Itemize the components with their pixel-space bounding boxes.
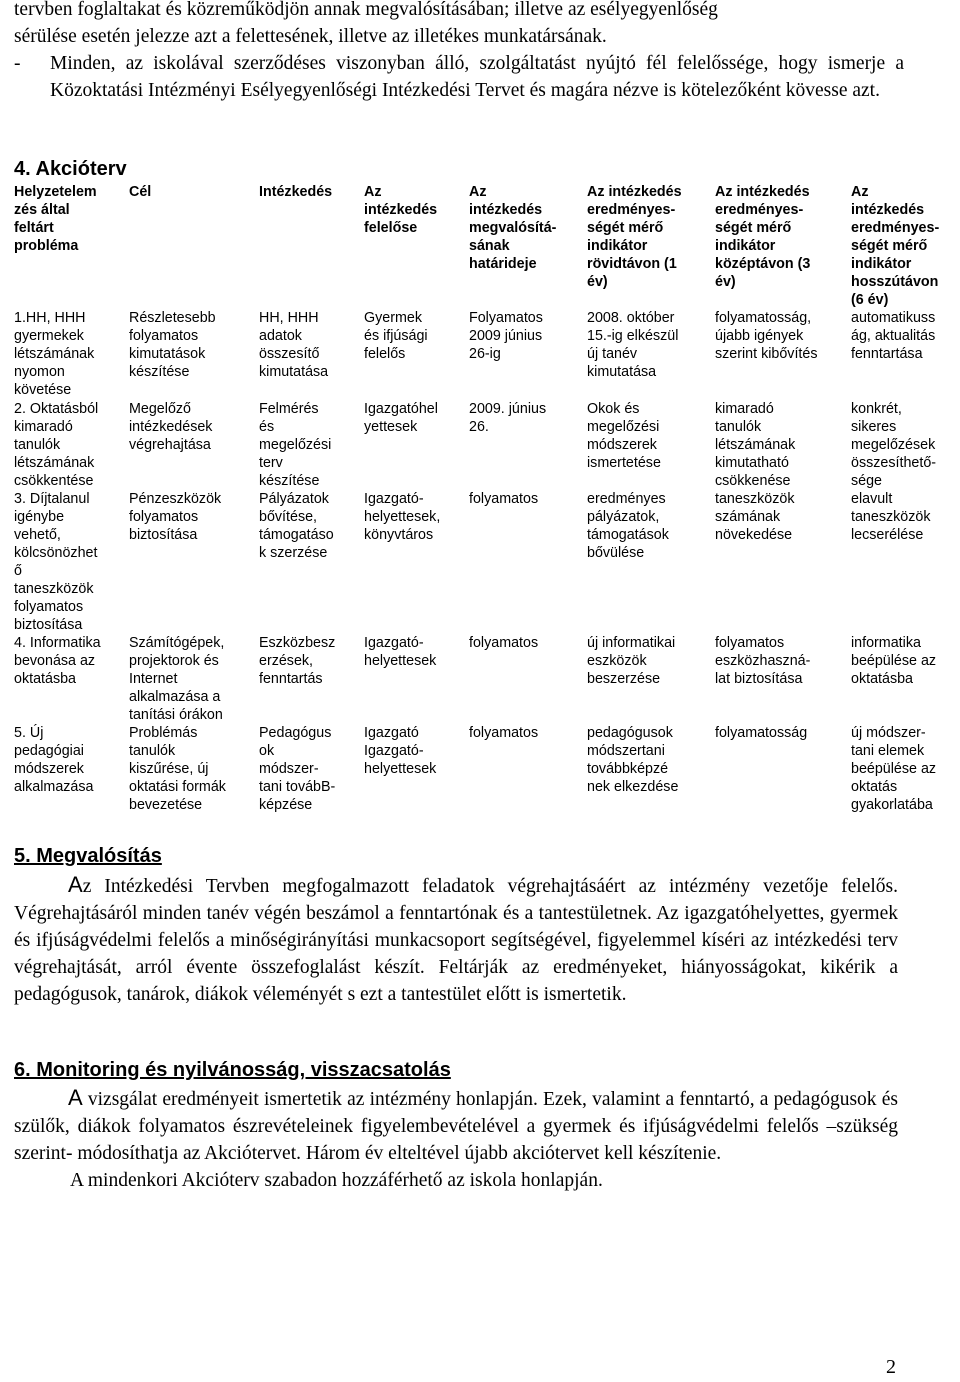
header-problem: Helyzetelem zés által feltárt probléma: [14, 184, 97, 254]
table-cell: informatika beépülése az oktatásba: [851, 635, 937, 687]
section-5-text: [14, 871, 898, 1008]
bullet-dash: -: [14, 53, 21, 74]
table-row: [10, 634, 955, 724]
section-6-paragraph: [14, 1084, 898, 1167]
table-cell: folyamatos: [469, 491, 539, 507]
table-cell: 5. Új pedagógiai módszerek alkalmazása: [14, 725, 94, 795]
table-cell: elavult taneszközök lecserélése: [851, 491, 931, 543]
intro-bullet: [14, 50, 904, 104]
table-cell: Megelőző intézkedések végrehajtása: [129, 401, 213, 453]
header-measure: Intézkedés: [259, 184, 333, 200]
table-cell: folyamatos eszközhaszná- lat biztosítása: [715, 635, 811, 687]
header-goal: Cél: [129, 184, 152, 200]
table-row: [10, 724, 955, 814]
table-cell: Gyermek és ifjúsági felelős: [364, 310, 428, 362]
table-cell: Okok és megelőzési módszerek ismertetése: [587, 401, 661, 471]
intro-line-2: sérülése esetén jelezze azt a felettesének, illetve az illetékes munkatársának.: [14, 26, 607, 47]
table-cell: eredményes pályázatok, támogatások bővülése: [587, 491, 669, 561]
table-cell: folyamatosság, újabb igények szerint kibővítés: [715, 310, 818, 362]
table-cell: folyamatos: [469, 725, 539, 741]
section-6-first-letter: A: [68, 1085, 83, 1110]
table-cell: Problémás tanulók kiszűrése, új oktatási formák bevezetése: [129, 725, 226, 813]
table-cell: automatikuss ág, aktualitás fenntartása: [851, 310, 936, 362]
action-plan-table: [10, 183, 955, 814]
section-6-last-line: A mindenkori Akcióterv szabadon hozzáférhető az iskola honlapján.: [70, 1170, 603, 1191]
table-row: [10, 309, 955, 400]
table-cell: Folyamatos 2009 június 26-ig: [469, 310, 543, 362]
table-cell: 2008. október 15.-ig elkészül új tanév kimutatása: [587, 310, 679, 380]
table-cell: Igazgatóhel yettesek: [364, 401, 438, 435]
section-6-body: vizsgálat eredményeit ismertetik az intézmény honlapján. Ezek, valamint a fenntartó, a pedagógusok és szülők, diákok folyamatos észrevételeinek figyelembevételével a gyermek és ifjúságvédelmi felelős –szükség szerint- módosíthatja az Akciótervet. Három év elteltével újabb akciótervet kell készítenie.: [14, 1089, 898, 1164]
table-cell: Számítógépek, projektorok és Internet alkalmazása a tanítási órákon: [129, 635, 225, 723]
section-4-title: 4. Akcióterv: [14, 158, 127, 180]
table-cell: konkrét, sikeres megelőzések összesíthető- sége: [851, 401, 937, 489]
table-cell: 3. Díjtalanul igénybe vehető, kölcsönözhet ő taneszközök folyamatos biztosítása: [14, 491, 98, 633]
table-cell: Részletesebb folyamatos kimutatások készítése: [129, 310, 216, 380]
table-cell: Felmérés és megelőzési terv készítése: [259, 401, 332, 489]
section-5-paragraph: [14, 871, 898, 1008]
intro-text: [14, 0, 904, 104]
page-number: 2: [886, 1356, 896, 1378]
table-cell: 1.HH, HHH gyermekek létszámának nyomon követése: [14, 310, 95, 398]
table-cell: Pedagógus ok módszer- tani továbB- képzése: [259, 725, 336, 813]
header-indicator-short: Az intézkedés eredményes- ségét mérő indikátor rövidtávon (1 év): [587, 184, 682, 290]
table-cell: új informatikai eszközök beszerzése: [587, 635, 676, 687]
section-6-title: 6. Monitoring és nyilvánosság, visszacsatolás: [14, 1059, 451, 1081]
section-5-body: z Intézkedési Tervben megfogalmazott feladatok végrehajtásáért az intézmény vezetője felelős. Végrehajtásáról minden tanév végén beszámol a fenntartónak és a tantestületnek. Az igazgatóhelyettes, gyermek és ifjúságvédelmi felelős a minőségirányítási munkacsoport segítségével, figyelemmel kíséri az intézkedési terv végrehajtását, arról évente összefoglalást készít. Feltárják az eredményeket, hiányosságokat, kikérik a pedagógusok, tanárok, diákok véleményét s ezt a tantestület előtt is ismertetik.: [14, 876, 898, 1005]
table-cell: HH, HHH adatok összesítő kimutatása: [259, 310, 329, 380]
table-cell: pedagógusok módszertani továbbképzé nek elkezdése: [587, 725, 679, 795]
table-cell: kimaradó tanulók létszámának kimutatható csökkenése: [715, 401, 796, 489]
table-cell: Pénzeszközök folyamatos biztosítása: [129, 491, 222, 543]
table-row: [10, 400, 955, 490]
intro-line-1: tervben foglaltakat és közreműködjön annak megvalósításában; illetve az esélyegyenlőség: [14, 0, 718, 20]
table-cell: Igazgató- helyettesek: [364, 635, 437, 669]
header-deadline: Az intézkedés megvalósítá- sának határideje: [469, 184, 557, 272]
header-indicator-long: Az intézkedés eredményes- ségét mérő indikátor hosszútávon (6 év): [851, 184, 940, 308]
header-indicator-mid: Az intézkedés eredményes- ségét mérő indikátor középtávon (3 év): [715, 184, 811, 290]
intro-bullet-text: Minden, az iskolával szerződéses viszonyban álló, szolgáltatást nyújtó fél felelőssége, hogy ismerje a Közoktatási Intézményi Esélyegyenlőségi Intézkedési Tervet és magára nézve is kötelezőként kövesse azt.: [50, 53, 904, 101]
table-cell: 2. Oktatásból kimaradó tanulók létszámának csökkentése: [14, 401, 99, 489]
section-6-text: [14, 1084, 898, 1194]
table-cell: Igazgató Igazgató- helyettesek: [364, 725, 437, 777]
table-cell: folyamatosság: [715, 725, 808, 741]
table-cell: 4. Informatika bevonása az oktatásba: [14, 635, 101, 687]
table-cell: Pályázatok bővítése, támogatáso k szerzése: [259, 491, 334, 561]
table-cell: Igazgató- helyettesek, könyvtáros: [364, 491, 441, 543]
table-row: [10, 490, 955, 634]
table-cell: folyamatos: [469, 635, 539, 651]
section-5-title: 5. Megvalósítás: [14, 845, 162, 867]
section-5-first-letter: A: [68, 872, 83, 897]
table-cell: Eszközbesz erzések, fenntartás: [259, 635, 336, 687]
table-header-row: [10, 183, 955, 309]
table-cell: új módszer- tani elemek beépülése az oktatás gyakorlatába: [851, 725, 937, 813]
table-cell: 2009. június 26.: [469, 401, 547, 435]
header-responsible: Az intézkedés felelőse: [364, 184, 438, 236]
table-cell: taneszközök számának növekedése: [715, 491, 795, 543]
